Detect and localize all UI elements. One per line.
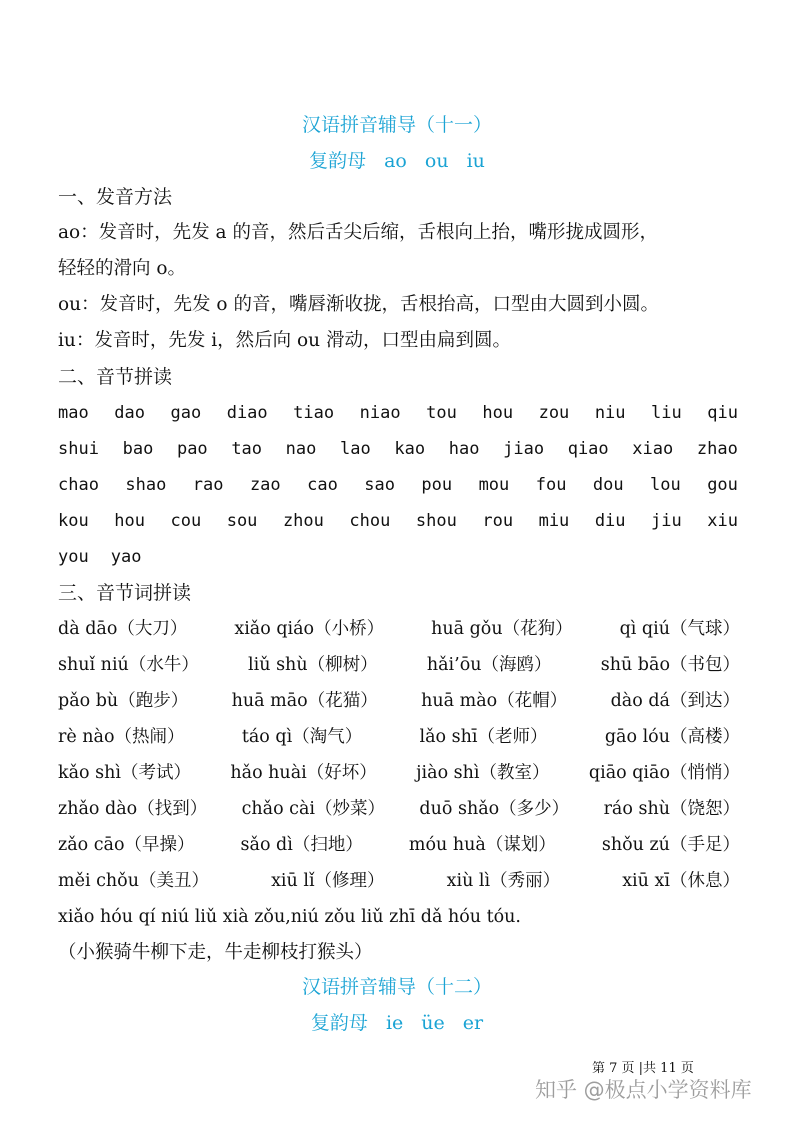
syllable: shou (415, 511, 457, 531)
tongue-twister-pinyin: xiǎo hóu qí niú liǔ xià zǒu,niú zǒu liǔ zhī dǎ hóu tóu. (58, 907, 521, 927)
word-item: dào dá（到达） (610, 691, 740, 711)
section-heading-syllables: 二、音节拼读 (58, 366, 173, 388)
subtitle-prefix: 复韵母 (310, 1012, 368, 1034)
syllable: sao (364, 475, 395, 495)
word-item: shū bāo（书包） (600, 655, 740, 675)
word-item: dà dāo（大刀） (58, 619, 188, 639)
syllable-row (58, 545, 738, 569)
syllable: zao (249, 475, 281, 495)
syllable: rao (192, 475, 224, 495)
syllable: jiao (503, 439, 545, 459)
syllable: zou (538, 403, 570, 423)
word-item: rè nào（热闹） (58, 727, 185, 747)
syllable: gou (707, 475, 738, 495)
syllable: xiu (707, 511, 738, 531)
syllable: yao (110, 547, 142, 567)
syllable: shao (125, 475, 167, 495)
word-item: kǎo shì（考试） (58, 763, 191, 783)
syllable: niao (359, 403, 401, 423)
syllable: miu (538, 511, 570, 531)
syllable: lao (340, 439, 371, 459)
lesson-subtitle-12 (0, 1011, 794, 1035)
iu-description: iu：发音时，先发 i，然后向 ou 滑动，口型由扁到圆。 (58, 330, 511, 351)
lesson-subtitle-11 (0, 149, 794, 173)
word-item: pǎo bù（跑步） (58, 691, 189, 711)
syllable: zhou (282, 511, 324, 531)
word-row (58, 797, 740, 821)
word-item: xiù lì（秀丽） (446, 871, 561, 891)
syllable: qiu (707, 403, 738, 423)
syllable: diu (594, 511, 626, 531)
word-item: qiāo qiāo（悄悄） (588, 763, 740, 783)
ao-description-line1: ao：发音时，先发 a 的音，然后舌尖后缩，舌根向上抬，嘴形拢成圆形， (58, 222, 658, 243)
syllable: rou (482, 511, 514, 531)
syllable-row (58, 437, 738, 461)
word-row (58, 761, 740, 785)
syllable: jiu (651, 511, 682, 531)
syllable: tiao (293, 403, 335, 423)
word-row (58, 617, 740, 641)
page-footer: 第 7 页 |共 11 页 (592, 1061, 694, 1076)
syllable: sou (226, 511, 258, 531)
watermark: 知乎 @极点小学资料库 (535, 1078, 752, 1102)
ou-description: ou：发音时，先发 o 的音，嘴唇渐收拢，舌根抬高，口型由大圆到小圆。 (58, 294, 659, 315)
word-item: shǒu zú（手足） (601, 835, 740, 855)
word-item: gāo lóu（高楼） (604, 727, 740, 747)
syllable: kou (58, 511, 89, 531)
syllable-row (58, 401, 738, 425)
syllable: hou (114, 511, 145, 531)
syllable: mou (478, 475, 510, 495)
word-item: xiū lǐ（修理） (271, 871, 385, 891)
word-item: měi chǒu（美丑） (58, 871, 209, 891)
final-ie: ie (385, 1012, 404, 1034)
word-item: huā gǒu（花狗） (431, 619, 573, 639)
syllable: lou (650, 475, 681, 495)
word-row (58, 833, 740, 857)
syllable: chou (349, 511, 391, 531)
lesson-title-12: 汉语拼音辅导（十二） (301, 976, 492, 998)
final-ue: üe (421, 1012, 445, 1034)
word-item: duō shǎo（多少） (419, 799, 570, 819)
syllable: shui (58, 439, 99, 459)
word-row (58, 869, 740, 893)
word-item: huā mào（花帽） (421, 691, 568, 711)
syllable: pou (421, 475, 453, 495)
subtitle-prefix: 复韵母 (309, 150, 367, 172)
syllable: bao (122, 439, 154, 459)
syllable: niu (594, 403, 626, 423)
syllable: cao (307, 475, 338, 495)
word-item: móu huà（谋划） (408, 835, 556, 855)
word-item: hǎo huài（好坏） (230, 763, 377, 783)
word-item: hǎi’ōu（海鸥） (426, 655, 552, 675)
syllable: cou (170, 511, 202, 531)
syllable: tao (231, 439, 263, 459)
word-row (58, 689, 740, 713)
word-row (58, 725, 740, 749)
syllable: mao (58, 403, 89, 423)
syllable: tou (426, 403, 457, 423)
word-item: zhǎo dào（找到） (58, 799, 208, 819)
word-item: liǔ shù（柳树） (248, 655, 378, 675)
syllable: zhao (696, 439, 738, 459)
syllable-row (58, 473, 738, 497)
word-item: chǎo cài（炒菜） (241, 799, 386, 819)
syllable: gao (170, 403, 202, 423)
word-item: zǎo cāo（早操） (58, 835, 195, 855)
word-item: shuǐ niú（水牛） (58, 655, 199, 675)
syllable: nao (285, 439, 317, 459)
section-heading-words: 三、音节词拼读 (58, 582, 192, 604)
syllable: hou (482, 403, 514, 423)
syllable: fou (535, 475, 567, 495)
syllable: kao (394, 439, 426, 459)
syllable-row (58, 509, 738, 533)
word-item: huā māo（花猫） (231, 691, 378, 711)
section-heading-pronunciation: 一、发音方法 (58, 186, 173, 208)
word-item: xiǎo qiáo（小桥） (234, 619, 385, 639)
final-ao: ao (384, 150, 407, 172)
final-iu: iu (466, 150, 485, 172)
word-item: jiào shì（教室） (416, 763, 550, 783)
syllable: hao (448, 439, 480, 459)
word-item: táo qì（淘气） (241, 727, 363, 747)
syllable: liu (651, 403, 682, 423)
lesson-title-11: 汉语拼音辅导（十一） (301, 114, 492, 136)
word-item: lǎo shī（老师） (419, 727, 548, 747)
word-row (58, 653, 740, 677)
syllable: pao (176, 439, 208, 459)
syllable: qiao (567, 439, 609, 459)
final-ou: ou (424, 150, 449, 172)
word-item: xiū xī（休息） (622, 871, 740, 891)
syllable: diao (226, 403, 268, 423)
syllable: xiao (632, 439, 674, 459)
syllable: chao (58, 475, 99, 495)
word-item: ráo shù（饶恕） (603, 799, 740, 819)
word-item: qì qiú（气球） (619, 619, 740, 639)
final-er: er (462, 1012, 484, 1034)
word-item: sǎo dì（扫地） (240, 835, 363, 855)
tongue-twister-chinese: （小猴骑牛柳下走，牛走柳枝打猴头） (58, 942, 373, 963)
syllable: you (58, 547, 89, 567)
syllable: dou (592, 475, 624, 495)
syllable: dao (114, 403, 145, 423)
ao-description-line2: 轻轻的滑向 o。 (58, 258, 187, 279)
